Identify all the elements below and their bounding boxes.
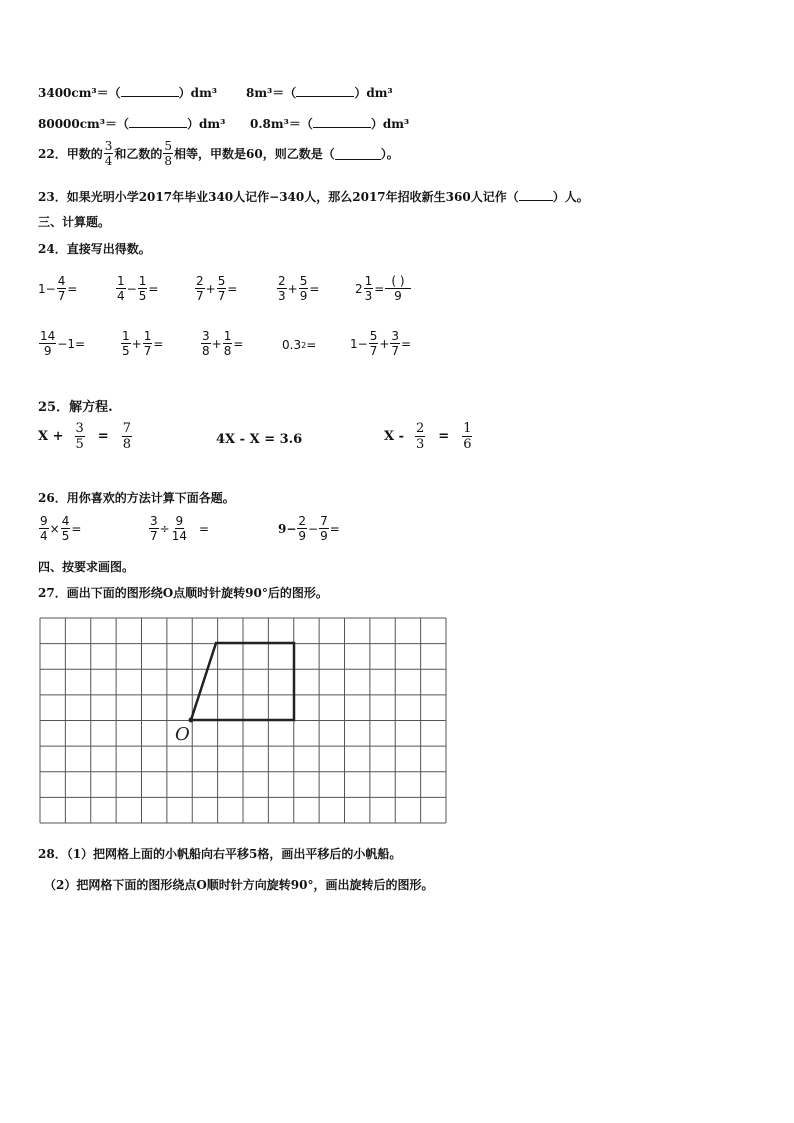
q22-mid: 和乙数的	[114, 147, 163, 161]
equals: =	[309, 281, 320, 296]
numerator: 3	[104, 139, 113, 153]
numerator: 5	[164, 139, 172, 153]
fraction	[390, 330, 400, 357]
operator: −	[126, 281, 137, 296]
q24-expression-4	[276, 275, 319, 302]
q23-end: ）人。	[552, 190, 589, 204]
operator: +	[205, 281, 216, 296]
denominator: 9	[299, 289, 308, 303]
answer-blank[interactable]	[296, 85, 354, 97]
answer-blank[interactable]	[129, 116, 187, 128]
equals: =	[306, 338, 317, 352]
equals: =	[329, 521, 340, 536]
conversion-3400cm3	[38, 84, 217, 101]
fraction	[277, 275, 287, 302]
term: −1=	[57, 336, 86, 351]
question-24-title: 24．直接写出得数。	[38, 242, 151, 256]
numerator: 5	[299, 274, 308, 288]
operator: +	[379, 336, 390, 351]
numerator: 2	[416, 421, 425, 436]
answer-blank[interactable]	[335, 148, 381, 160]
fraction	[104, 140, 114, 167]
conversion-left: 8m³＝（	[246, 86, 297, 100]
denominator: 7	[57, 289, 66, 303]
denominator: 9	[298, 529, 307, 543]
conversion-left: 3400cm³＝（	[38, 86, 121, 100]
q22-end: ）。	[380, 147, 399, 161]
q26-expression-3	[278, 515, 340, 542]
denominator: 14	[171, 529, 187, 543]
fraction	[57, 275, 67, 302]
numerator: 9	[40, 514, 48, 528]
fraction	[143, 330, 153, 357]
conversion-left: 80000cm³＝（	[38, 117, 130, 131]
conversion-right: ）dm³	[178, 86, 218, 100]
exponent: 2	[301, 340, 307, 350]
fraction	[61, 515, 71, 542]
numerator: 2	[298, 514, 307, 528]
term: X +	[38, 429, 64, 444]
numerator: 5	[217, 274, 226, 288]
numerator: 14	[40, 329, 56, 343]
denominator: 7	[196, 289, 204, 303]
numerator: 2	[278, 274, 286, 288]
denominator: 3	[416, 437, 425, 452]
answer-blank[interactable]	[121, 85, 179, 97]
fraction	[462, 422, 472, 451]
q23-text: 23．如果光明小学2017年毕业340人记作−340人，那么2017年招收新生360人记作（	[38, 190, 519, 204]
section-3-heading: 三、计算题。	[38, 215, 111, 229]
q24-expression-10	[350, 330, 411, 357]
denominator: 8	[202, 344, 210, 358]
denominator: 5	[122, 344, 130, 358]
numerator: 1	[143, 329, 152, 343]
fraction	[195, 275, 205, 302]
term: 1−	[38, 281, 56, 296]
denominator: 7	[143, 344, 152, 358]
conversion-right: ）dm³	[370, 117, 410, 131]
operator: −	[308, 521, 319, 536]
point-o-label: O	[175, 724, 190, 745]
numerator: 9	[175, 514, 184, 528]
numerator: 5	[369, 329, 378, 343]
equals: =	[97, 429, 109, 444]
q24-expression-5	[355, 275, 412, 302]
fraction	[364, 275, 374, 302]
denominator: 4	[104, 154, 113, 168]
fraction	[163, 140, 173, 167]
denominator: 5	[75, 437, 84, 452]
answer-blank[interactable]	[313, 116, 371, 128]
denominator: 9	[320, 529, 328, 543]
denominator: 5	[138, 289, 147, 303]
q24-expression-7	[120, 330, 163, 357]
denominator: 9	[394, 289, 402, 303]
q24-expression-3	[194, 275, 237, 302]
denominator: 8	[223, 344, 232, 358]
fraction	[201, 330, 211, 357]
numerator: 3	[391, 329, 400, 343]
fraction	[319, 515, 329, 542]
equals: =	[401, 336, 412, 351]
fraction	[223, 330, 233, 357]
equals: =	[148, 281, 159, 296]
drawing-grid[interactable]	[38, 616, 450, 828]
denominator: 5	[61, 529, 70, 543]
equals: =	[153, 336, 164, 351]
operator: +	[131, 336, 142, 351]
conversion-0.8m3	[250, 115, 409, 132]
term: X -	[384, 429, 405, 444]
numerator: 4	[57, 274, 66, 288]
numerator: 3	[202, 329, 210, 343]
denominator: 3	[278, 289, 286, 303]
operator: ÷	[159, 521, 170, 536]
denominator: 4	[40, 529, 48, 543]
q26-expression-1	[38, 515, 81, 542]
conversion-right: ）dm³	[187, 117, 226, 131]
fraction	[369, 330, 379, 357]
numerator: 7	[122, 421, 131, 436]
q24-expression-1	[38, 275, 77, 302]
fraction	[121, 330, 131, 357]
numerator: 1	[122, 329, 130, 343]
operator: +	[211, 336, 222, 351]
operator: ×	[49, 521, 60, 536]
question-27-title: 27．画出下面的图形绕O点顺时针旋转90°后的图形。	[38, 586, 328, 600]
denominator: 7	[217, 289, 226, 303]
equals: =	[198, 521, 210, 536]
denominator: 6	[463, 437, 472, 452]
q24-expression-8	[200, 330, 243, 357]
denominator: 9	[43, 344, 52, 358]
denominator: 4	[117, 289, 125, 303]
fraction-answer[interactable]	[385, 275, 410, 302]
denominator: 8	[164, 154, 172, 168]
term: 1−	[350, 336, 368, 351]
numerator: 3	[75, 421, 84, 436]
fraction	[122, 422, 132, 451]
fraction	[116, 275, 126, 302]
numerator: 1	[138, 274, 147, 288]
rotation-point	[189, 718, 194, 723]
question-26-title: 26．用你喜欢的方法计算下面各题。	[38, 491, 235, 505]
fraction	[149, 515, 159, 542]
q25-equation-1	[38, 422, 133, 451]
numerator: 1	[463, 421, 472, 436]
base: 0.3	[282, 338, 302, 352]
denominator: 3	[364, 289, 373, 303]
equals: =	[71, 521, 82, 536]
term: 9−	[278, 521, 297, 536]
equals: =	[233, 336, 244, 351]
fraction	[39, 515, 49, 542]
denominator: 7	[369, 344, 378, 358]
conversion-8m3	[246, 84, 393, 101]
q24-expression-6	[38, 330, 85, 357]
numerator: 4	[61, 514, 70, 528]
whole-number: 2	[355, 281, 363, 296]
equals: =	[67, 281, 78, 296]
conversion-right: ）dm³	[354, 86, 393, 100]
q24-expression-9	[282, 338, 316, 352]
q24-expression-2	[115, 275, 158, 302]
numerator: 1	[117, 274, 125, 288]
q26-expression-2	[148, 515, 209, 542]
equals: =	[374, 281, 385, 296]
operator: +	[287, 281, 298, 296]
numerator: 7	[320, 514, 328, 528]
numerator: 1	[223, 329, 232, 343]
question-22	[38, 140, 399, 167]
q25-equation-2: 4X - X = 3.6	[216, 432, 303, 447]
fraction	[217, 275, 227, 302]
fraction	[297, 515, 307, 542]
numerator: 3	[150, 514, 158, 528]
conversion-left: 0.8m³＝（	[250, 117, 313, 131]
answer-blank[interactable]	[519, 189, 553, 201]
numerator-blank[interactable]: ( )	[385, 275, 410, 289]
numerator: 1	[364, 274, 373, 288]
section-4-heading: 四、按要求画图。	[38, 560, 135, 574]
question-23	[38, 188, 589, 205]
denominator: 8	[122, 437, 131, 452]
fraction	[415, 422, 425, 451]
question-28-part-1: 28．（1）把网格上面的小帆船向右平移5格，画出平移后的小帆船。	[38, 847, 402, 861]
q22-suffix: 相等，甲数是60，则乙数是（	[174, 147, 335, 161]
fraction	[75, 422, 85, 451]
question-25-title: 25．解方程.	[38, 400, 113, 415]
question-28-part-2: （2）把网格下面的图形绕点O顺时针方向旋转90°，画出旋转后的图形。	[44, 878, 434, 892]
fraction	[39, 330, 56, 357]
conversion-80000cm3	[38, 115, 225, 132]
q22-prefix: 22．甲数的	[38, 147, 103, 161]
numerator: 2	[196, 274, 204, 288]
denominator: 7	[391, 344, 400, 358]
denominator: 7	[150, 529, 158, 543]
q25-equation-3	[384, 422, 473, 451]
equals: =	[227, 281, 238, 296]
fraction	[299, 275, 309, 302]
fraction	[171, 515, 188, 542]
equals: =	[438, 429, 450, 444]
fraction	[138, 275, 148, 302]
